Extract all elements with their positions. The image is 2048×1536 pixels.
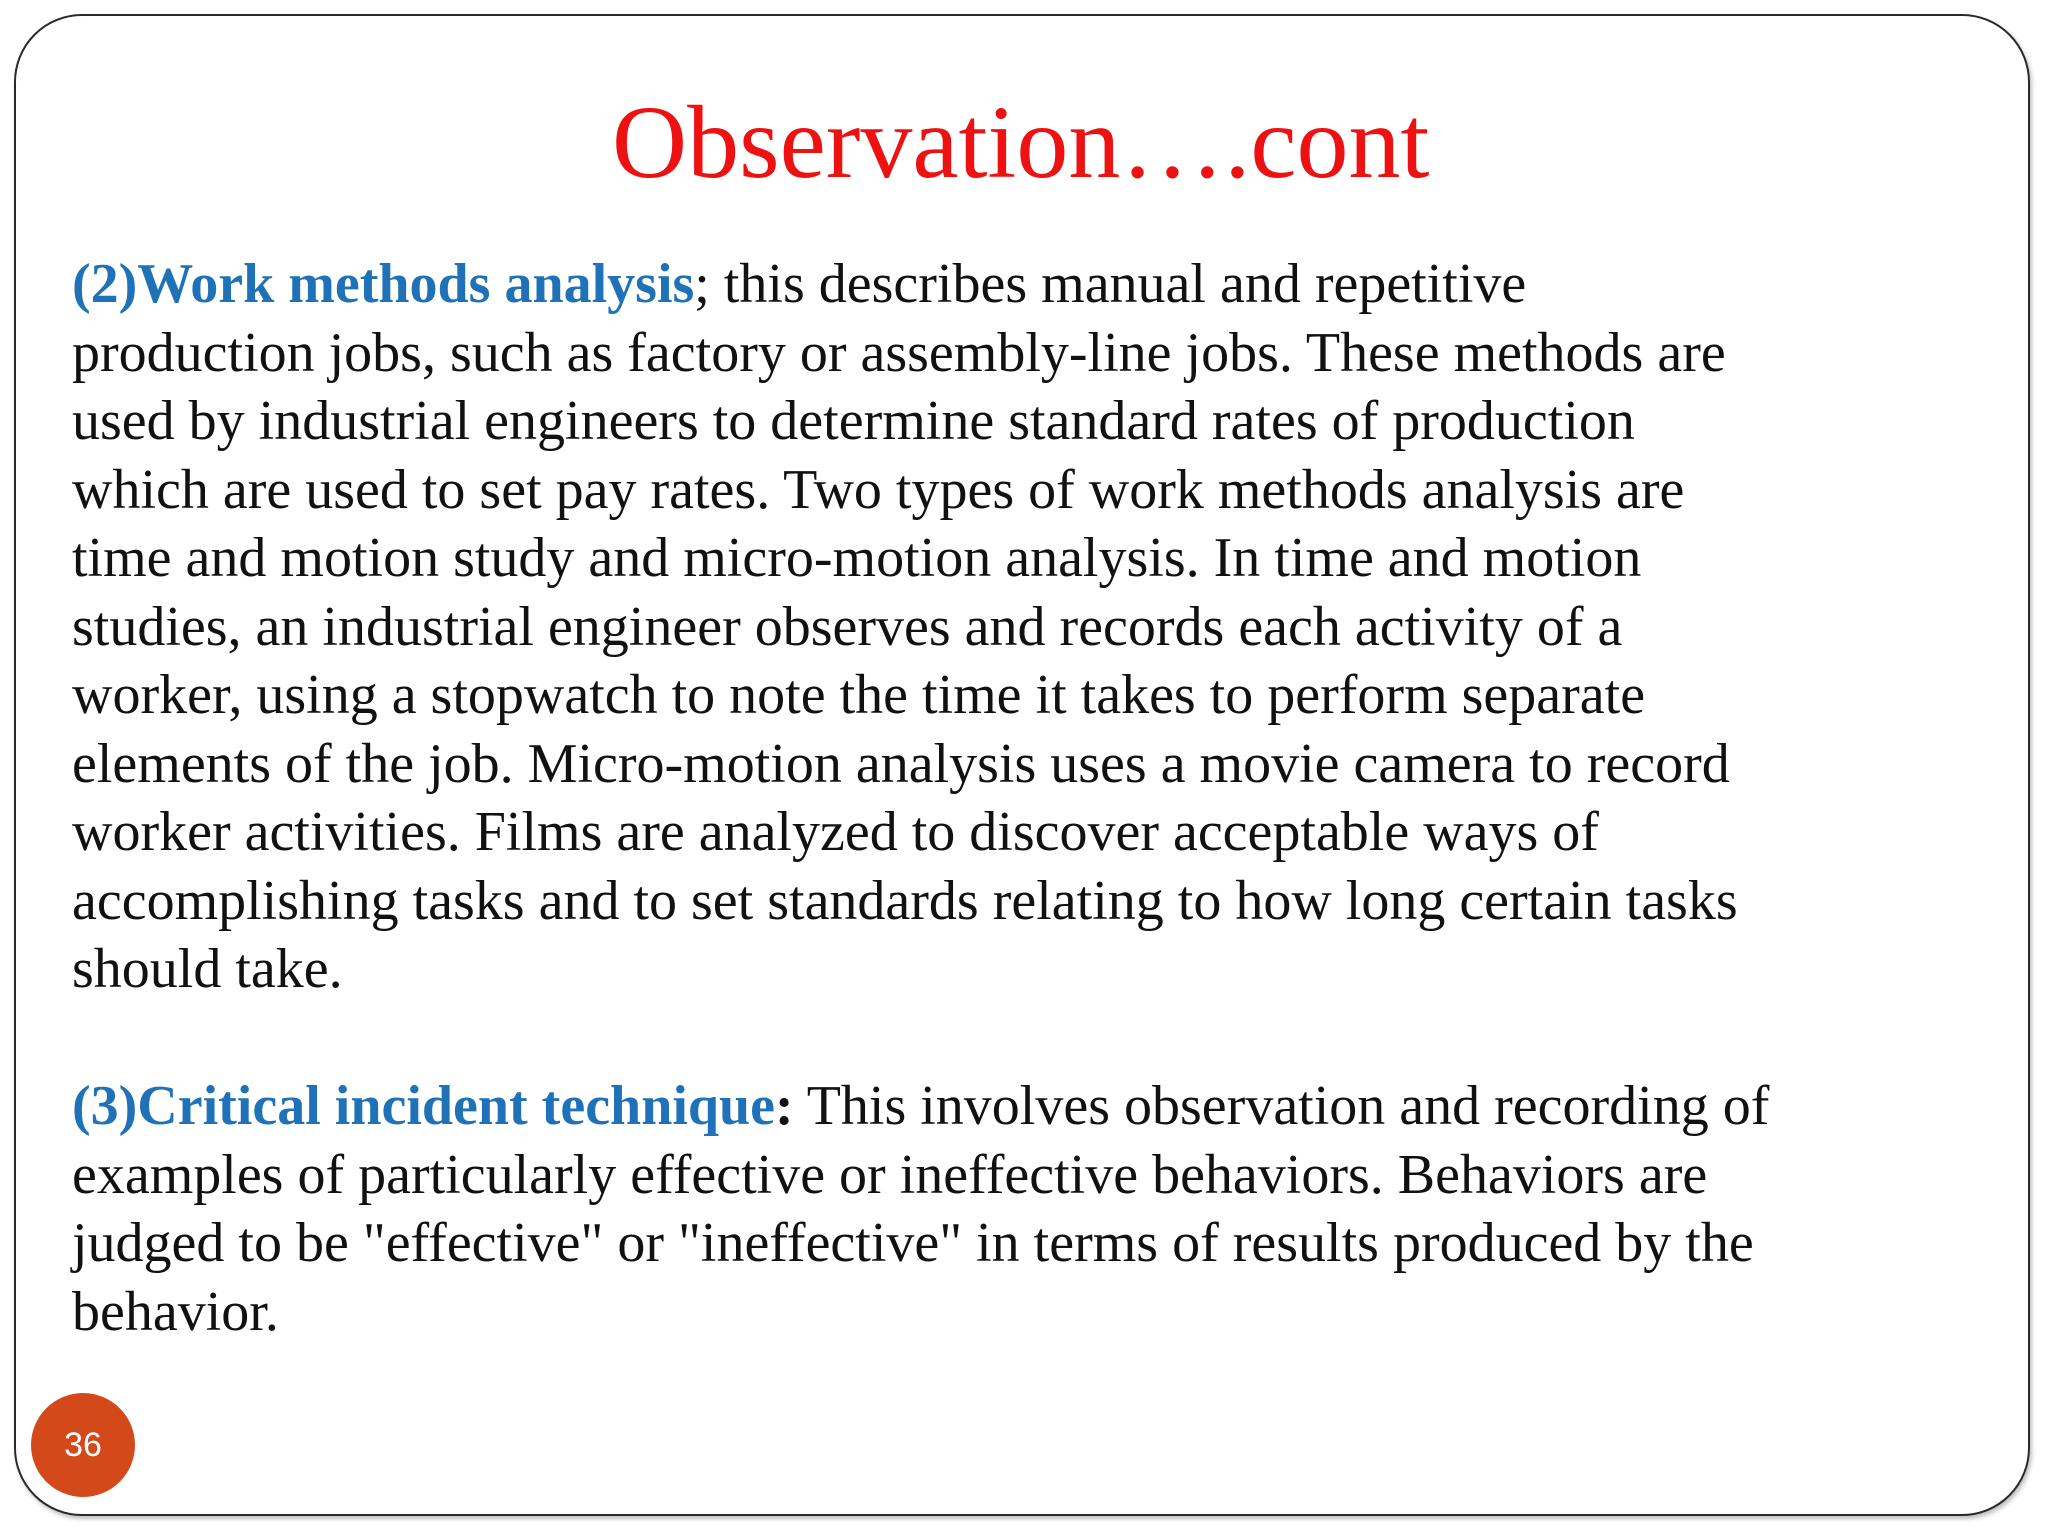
section-text: This involves observation and recording of examples of particularly effective or ineffective behaviors. Behaviors are judged to be "effective" or "ineffective" in terms of results produced by the behavior. xyxy=(72,1075,1770,1343)
section-text: this describes manual and repetitive production jobs, such as factory or assembly-line jobs. These methods are used by industrial engineers to determine standard rates of production which are used to set pay rates. Two types of work methods analysis are time and motion study and micro-motion analysis. In time and motion studies, an industrial engineer observes and records each activity of a worker, using a stopwatch to note the time it takes to perform separate elements of the job. Micro-motion analysis uses a movie camera to record worker activities. Films are analyzed to discover acceptable ways of accomplishing tasks and to set standards relating to how long certain tasks should take. xyxy=(72,253,1738,1000)
section-critical-incident-technique xyxy=(72,1072,1992,1346)
page-number-badge: 36 xyxy=(31,1393,135,1497)
section-term: (2)Work methods analysis xyxy=(72,253,695,315)
section-separator: : xyxy=(775,1075,794,1137)
slide-title: Observation….cont xyxy=(612,85,1430,200)
section-term: (3)Critical incident technique xyxy=(72,1075,776,1137)
section-separator: ; xyxy=(694,253,710,315)
section-work-methods-analysis xyxy=(72,250,1992,1004)
slide-body xyxy=(72,250,1992,1346)
